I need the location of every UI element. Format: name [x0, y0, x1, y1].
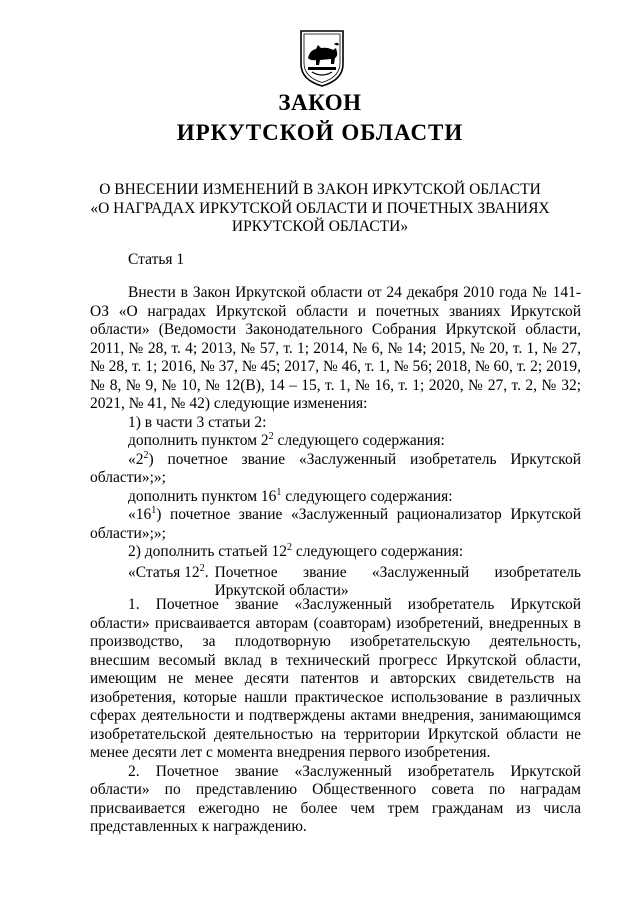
quote-text: «2	[128, 450, 144, 468]
superscript: 1	[276, 486, 282, 498]
superscript: 2	[143, 449, 149, 461]
superscript: 1	[151, 504, 157, 516]
quote-text: «16	[128, 506, 152, 523]
item-1: 1) в части 3 статьи 2:	[128, 413, 267, 431]
subtitle-line: О ВНЕСЕНИИ ИЗМЕНЕНИЙ В ЗАКОН ИРКУТСКОЙ ОБЛАСТИ	[99, 181, 541, 198]
amendment-text: следующего содержания:	[281, 487, 453, 505]
article-heading: Статья 1	[128, 251, 185, 268]
article-body	[90, 284, 581, 601]
superscript: 2	[199, 562, 205, 574]
item-text: следующего содержания:	[292, 543, 464, 560]
article-12-2-body	[90, 596, 581, 837]
article-12-2-label	[128, 564, 215, 601]
article-12-2-heading	[90, 564, 581, 601]
item-2	[90, 543, 581, 562]
amendment-text: дополнить пунктом 16	[128, 487, 277, 505]
subtitle-line: «О НАГРАДАХ ИРКУТСКОЙ ОБЛАСТИ И ПОЧЕТНЫХ ЗВАНИЯХ	[90, 199, 550, 217]
label-text: .	[204, 563, 209, 581]
article-12-2-para-1: 1. Почетное звание «Заслуженный изобретатель Иркутской области» присваивается авторам (соавторам) изобретений, внедренных в производство, за плодотворную изобретательскую деятельность, внесшим весомый вклад в технический прогресс Иркутской области, имеющим не менее десяти патентов и авторских свидетельств на изобретения, которые нашли практическое использование в различных сферах деятельности и подтверждены актами внедрения, занимающимся изобретательской деятельностью на территории Иркутской области не менее десяти лет с момента внедрения первого изобретения.	[90, 596, 581, 761]
quote-16-1	[90, 506, 581, 543]
irkutsk-coat-of-arms-icon	[298, 28, 346, 88]
quote-2-2	[90, 451, 581, 488]
article-12-2-para-2: 2. Почетное звание «Заслуженный изобретатель Иркутской области» по представлению Общественного совета по наградам присваивается ежегодно не более чем трем гражданам из числа представленных к награждению.	[90, 762, 581, 835]
amendment-add-2-2	[90, 432, 581, 451]
amendment-text: дополнить пунктом 2	[128, 432, 269, 449]
subtitle-line: ИРКУТСКОЙ ОБЛАСТИ»	[231, 218, 409, 235]
quote-text: ) почетное звание «Заслуженный рационализатор Иркутской области»;»;	[90, 506, 581, 542]
article-12-2-title: Почетное звание «Заслуженный изобретатель Иркутской области»	[214, 563, 581, 599]
intro-paragraph: Внести в Закон Иркутской области от 24 декабря 2010 года № 141-ОЗ «О наградах Иркутской области и почетных званиях Иркутской области» (Ведомости Законодательного Собрания Иркутской области, 2011, № 28, т. 4; 2013, № 57, т. 1; 2014, № 6, № 14; 2015, № 20, т. 1, № 27, № 28, т. 1; 2016, № 37, № 45; 2017, № 46, т. 1, № 56; 2018, № 60, т. 2; 2019, № 8, № 9, № 10, № 12(В), 14 – 15, т. 1, № 16, т. 1; 2020, № 27, т. 2, № 32; 2021, № 41, № 42) следующие изменения:	[90, 284, 581, 412]
document-subtitle	[70, 181, 570, 237]
law-region-title: ИРКУТСКОЙ ОБЛАСТИ	[176, 120, 464, 145]
label-text: «Статья 12	[128, 563, 200, 581]
amendment-text: следующего содержания:	[273, 432, 445, 449]
superscript: 2	[268, 430, 274, 442]
law-title: ЗАКОН	[278, 90, 362, 115]
superscript: 2	[287, 541, 293, 553]
amendment-add-16-1	[90, 488, 581, 507]
item-text: 2) дополнить статьей 12	[128, 543, 288, 560]
quote-text: ) почетное звание «Заслуженный изобретатель Иркутской области»;»;	[90, 450, 581, 486]
